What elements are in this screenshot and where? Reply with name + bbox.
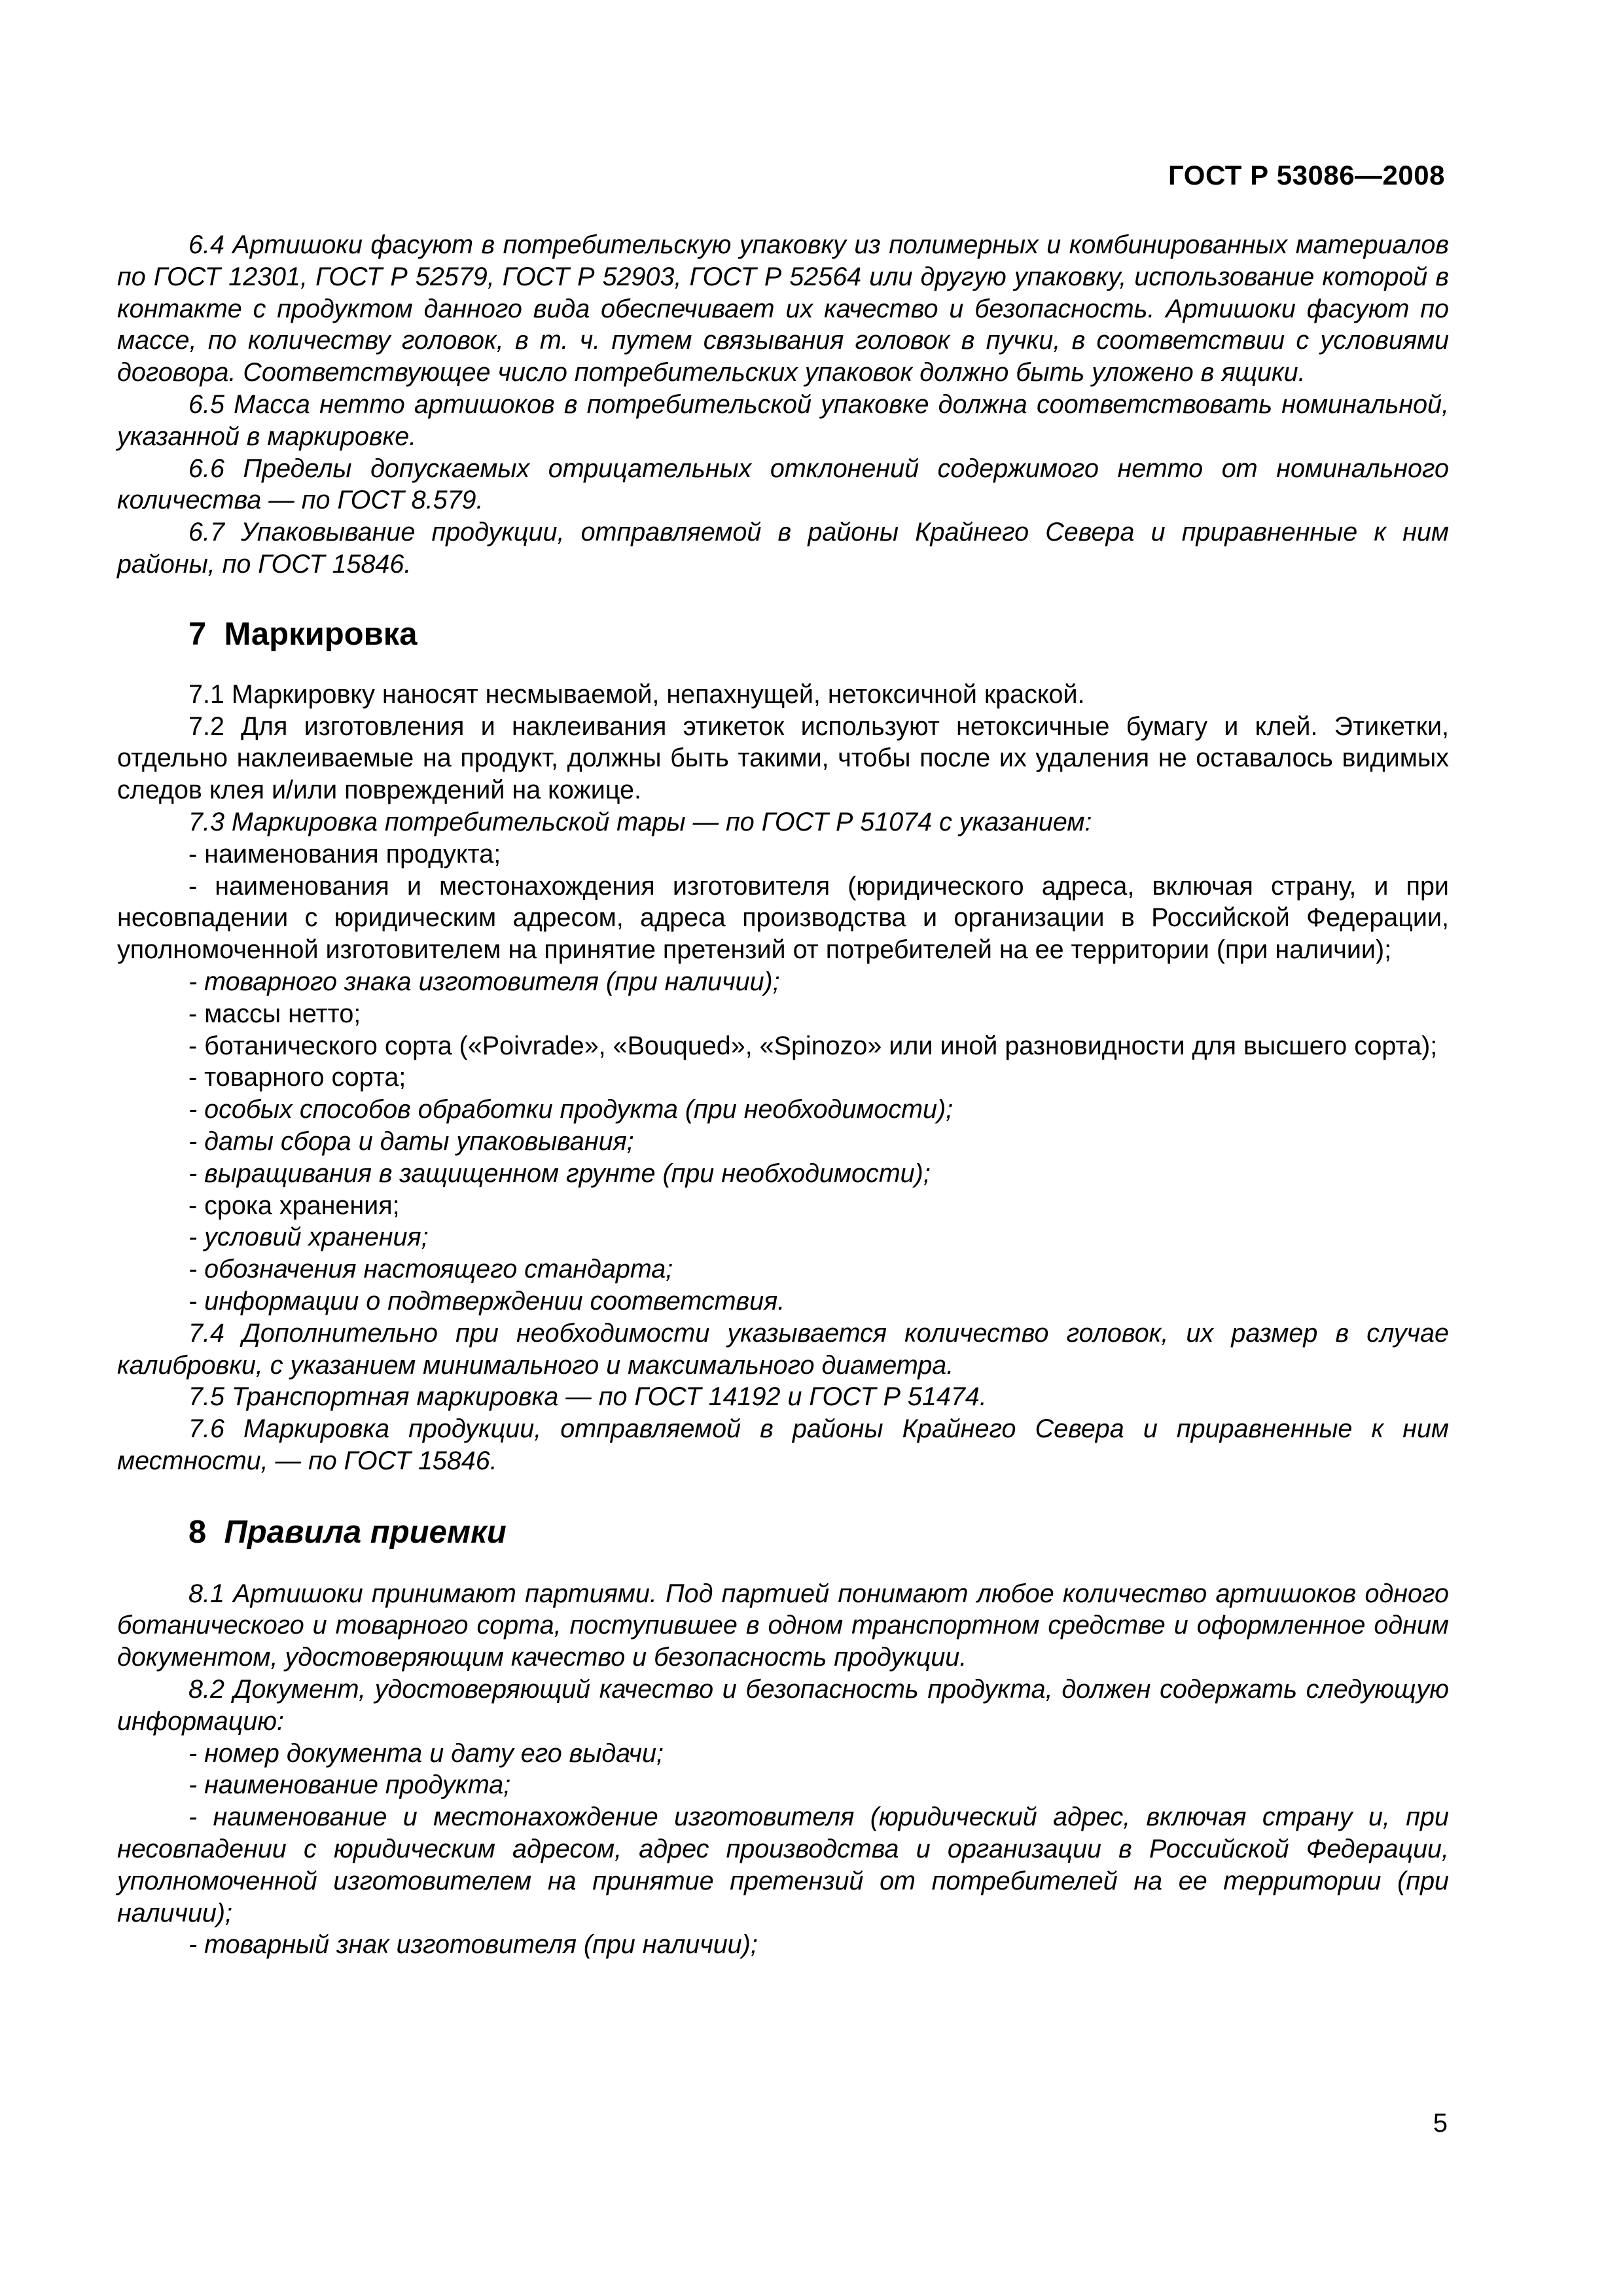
list-item: - наименование продукта; (188, 1770, 511, 1800)
list-item: - выращивания в защищенном грунте (при необходимости); (188, 1158, 931, 1188)
paragraph-6-5: 6.5 Масса нетто артишоков в потребительской упаковке должна соответствовать номинальной, указанной в маркировке. (117, 389, 1449, 451)
section-7-heading (117, 615, 1449, 654)
list-item: - товарного знака изготовителя (при наличии); (188, 967, 780, 996)
paragraph-7-5: 7.5 Транспортная маркировка — по ГОСТ 14192 и ГОСТ Р 51474. (188, 1382, 987, 1412)
list-item: - особых способов обработки продукта (при необходимости); (188, 1095, 954, 1124)
section-7-number: 7 (188, 616, 207, 652)
list-item: - товарный знак изготовителя (при наличии); (188, 1930, 758, 1960)
section-7-title: Маркировка (224, 616, 418, 652)
paragraph-8-2: 8.2 Документ, удостоверяющий качество и безопасность продукта, должен содержать следующую информацию: (117, 1675, 1449, 1736)
paragraph-6-7: 6.7 Упаковывание продукции, отправляемой в районы Крайнего Севера и приравненные к ним районы, по ГОСТ 15846. (117, 518, 1449, 579)
section-7-body (117, 679, 1449, 1477)
list-item: - условий хранения; (188, 1223, 429, 1252)
section-8-body (117, 1578, 1449, 1962)
paragraph-7-6: 7.6 Маркировка продукции, отправляемой в районы Крайнего Севера и приравненные к ним местности, — по ГОСТ 15846. (117, 1414, 1449, 1475)
list-item: - номер документа и дату его выдачи; (188, 1738, 664, 1768)
paragraph-7-1: 7.1 Маркировку наносят несмываемой, непахнущей, нетоксичной краской. (188, 679, 1085, 709)
paragraph-7-3: 7.3 Маркировка потребительской тары — по ГОСТ Р 51074 с указанием: (188, 807, 1092, 836)
list-item: - обозначения настоящего стандарта; (188, 1255, 673, 1284)
document-header: ГОСТ Р 53086—2008 (1168, 160, 1445, 190)
list-item: - товарного сорта; (188, 1063, 406, 1092)
list-item: - ботанического сорта («Poivrade», «Bouqued», «Spinozo» или иной разновидности для высшего сорта); (188, 1031, 1438, 1060)
paragraph-7-4: 7.4 Дополнительно при необходимости указывается количество головок, их размер в случае калибровки, с указанием минимального и максимального диаметра. (117, 1318, 1449, 1380)
page-number: 5 (1433, 2109, 1448, 2138)
list-item: - даты сбора и даты упаковывания; (188, 1126, 634, 1156)
list-item: - наименование и местонахождение изготовителя (юридический адрес, включая страну и, при несовпадении с юридическим адресом, адрес производства и организации в Российской Федерации, уполномоченной изготовителем на принятие претензий от потребителей на ее территории (при наличии); (117, 1803, 1449, 1928)
paragraph-7-2: 7.2 Для изготовления и наклеивания этикеток используют нетоксичные бумагу и клей. Этикетки, отдельно наклеиваемые на продукт, должны быть такими, чтобы после их удаления не оставалось видимых следов клея и/или повреждений на кожице. (117, 711, 1449, 805)
list-item: - наименования и местонахождения изготовителя (юридического адреса, включая страну, и при несовпадении с юридическим адресом, адреса производства и организации в Российской Федерации, уполномоченной изготовителем на принятие претензий от потребителей на ее территории (при наличии); (117, 871, 1449, 965)
paragraph-8-1: 8.1 Артишоки принимают партиями. Под партией понимают любое количество артишоков одного ботанического и товарного сорта, поступившее в одном транспортном средстве и оформленное одним документом, удостоверяющим качество и безопасность продукции. (117, 1579, 1449, 1672)
section-6-continuation (117, 229, 1449, 581)
list-item: - информации о подтверждении соответствия. (188, 1286, 785, 1316)
section-8-title: Правила приемки (224, 1514, 507, 1550)
section-8-number: 8 (188, 1514, 207, 1550)
section-8-heading (117, 1513, 1449, 1552)
document-body (117, 229, 1449, 1961)
paragraph-6-6: 6.6 Пределы допускаемых отрицательных отклонений содержимого нетто от номинального количества — по ГОСТ 8.579. (117, 454, 1449, 515)
list-item: - срока хранения; (188, 1191, 400, 1220)
paragraph-6-4: 6.4 Артишоки фасуют в потребительскую упаковку из полимерных и комбинированных материалов по ГОСТ 12301, ГОСТ Р 52579, ГОСТ Р 52903, ГОСТ Р 52564 или другую упаковку, использование которой в контакте с продуктом данного вида обеспечивает их качество и безопасность. Артишоки фасуют по массе, по количеству головок, в т. ч. путем связывания головок в пучки, в соответствии с условиями договора. Соответствующее число потребительских упаковок должно быть уложено в ящики. (117, 230, 1449, 387)
list-item: - массы нетто; (188, 999, 361, 1028)
list-item: - наименования продукта; (188, 839, 501, 869)
